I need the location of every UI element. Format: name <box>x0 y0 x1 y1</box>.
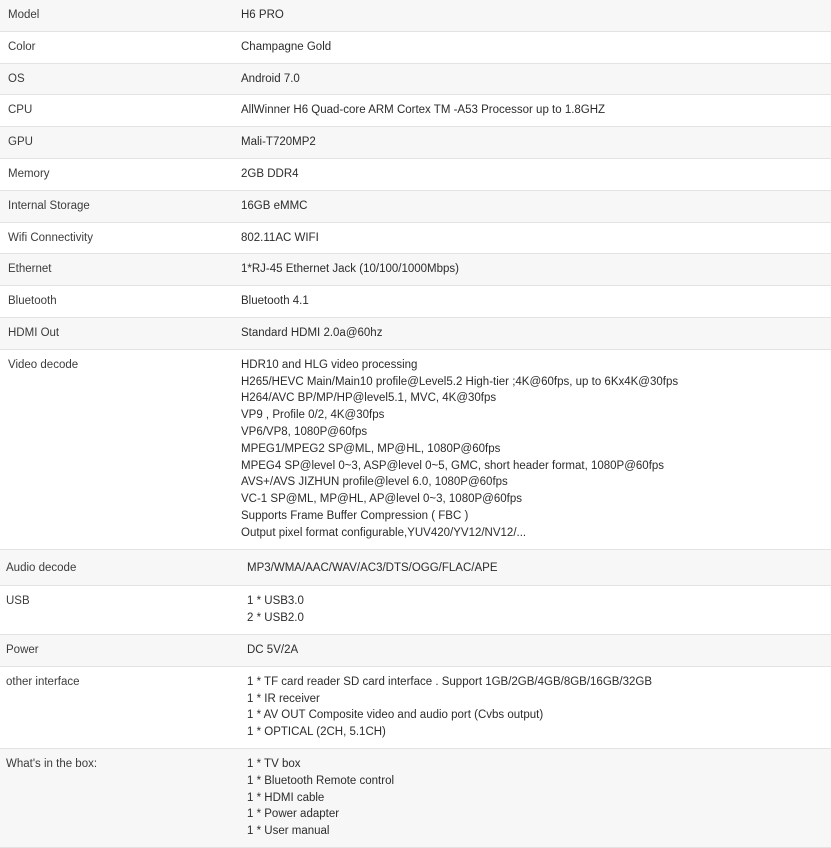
spec-value-line: 1 * OPTICAL (2CH, 5.1CH) <box>247 726 386 739</box>
spec-row-what-s-in-the-box <box>0 748 831 847</box>
spec-label: Wifi Connectivity <box>0 222 241 254</box>
spec-value <box>241 63 831 95</box>
spec-value-line: MP3/WMA/AAC/WAV/AC3/DTS/OGG/FLAC/APE <box>247 561 498 574</box>
spec-value-line: 16GB eMMC <box>241 199 308 212</box>
spec-label: HDMI Out <box>0 317 241 349</box>
spec-row-audio-decode <box>0 549 831 586</box>
spec-value-line: 1 * Bluetooth Remote control <box>247 774 395 787</box>
spec-value-line: 1 * TF card reader SD card interface . Support 1GB/2GB/4GB/8GB/16GB/32GB <box>247 675 653 688</box>
spec-row-gpu <box>0 127 831 159</box>
spec-value <box>241 349 831 549</box>
spec-value-line: H264/AVC BP/MP/HP@level5.1, MVC, 4K@30fps <box>241 392 497 405</box>
spec-row-bluetooth <box>0 286 831 318</box>
spec-value-line: VC-1 SP@ML, MP@HL, AP@level 0~3, 1080P@60fps <box>241 493 522 506</box>
spec-value-line: Android 7.0 <box>241 72 300 85</box>
spec-value-line: AllWinner H6 Quad-core ARM Cortex TM -A53 Processor up to 1.8GHZ <box>241 104 606 117</box>
spec-row-os <box>0 63 831 95</box>
spec-value-line: 1 * HDMI cable <box>247 791 325 804</box>
spec-row-video-decode <box>0 349 831 549</box>
spec-label: Model <box>0 0 241 31</box>
spec-value <box>241 158 831 190</box>
spec-value-line: Standard HDMI 2.0a@60hz <box>241 326 383 339</box>
spec-value-line: 2GB DDR4 <box>241 167 299 180</box>
spec-label: Audio decode <box>0 549 241 586</box>
spec-row-model <box>0 0 831 31</box>
spec-row-ethernet <box>0 254 831 286</box>
spec-label: What's in the box: <box>0 748 241 847</box>
spec-value-line: 1 * USB3.0 <box>247 595 304 608</box>
spec-label: GPU <box>0 127 241 159</box>
spec-value-line: DC 5V/2A <box>247 643 299 656</box>
spec-row-cpu <box>0 95 831 127</box>
spec-value-line: 1 * TV box <box>247 757 301 770</box>
spec-value <box>241 31 831 63</box>
spec-label: Power <box>0 634 241 666</box>
spec-table-bottom <box>0 549 831 847</box>
spec-value-line: H6 PRO <box>241 9 284 21</box>
spec-row-memory <box>0 158 831 190</box>
spec-value <box>241 190 831 222</box>
spec-value <box>241 586 831 635</box>
spec-value-line: Supports Frame Buffer Compression ( FBC ) <box>241 509 469 522</box>
spec-value-line: MPEG4 SP@level 0~3, ASP@level 0~5, GMC, short header format, 1080P@60fps <box>241 459 665 472</box>
spec-row-power <box>0 634 831 666</box>
spec-value <box>241 634 831 666</box>
spec-row-color <box>0 31 831 63</box>
spec-value <box>241 95 831 127</box>
spec-value-line: 1 * AV OUT Composite video and audio port (Cvbs output) <box>247 709 544 722</box>
spec-label: Memory <box>0 158 241 190</box>
spec-row-other-interface <box>0 666 831 748</box>
spec-value-line: Champagne Gold <box>241 40 332 53</box>
spec-value-line: 1 * User manual <box>247 825 330 838</box>
spec-value-line: 1 * Power adapter <box>247 808 340 821</box>
spec-value-line: AVS+/AVS JIZHUN profile@level 6.0, 1080P@60fps <box>241 476 508 489</box>
spec-value <box>241 222 831 254</box>
spec-value <box>241 127 831 159</box>
spec-value <box>241 748 831 847</box>
spec-label: OS <box>0 63 241 95</box>
spec-value-line: VP6/VP8, 1080P@60fps <box>241 425 368 438</box>
spec-value <box>241 286 831 318</box>
spec-value-line: 2 * USB2.0 <box>247 612 304 625</box>
spec-value <box>241 317 831 349</box>
spec-label: other interface <box>0 666 241 748</box>
spec-value-line: Bluetooth 4.1 <box>241 295 309 308</box>
spec-value-line: H265/HEVC Main/Main10 profile@Level5.2 High-tier ;4K@60fps, up to 6Kx4K@30fps <box>241 375 679 388</box>
spec-value-line: Mali-T720MP2 <box>241 136 316 149</box>
spec-row-usb <box>0 586 831 635</box>
spec-label: Video decode <box>0 349 241 549</box>
spec-value <box>241 666 831 748</box>
spec-value-line: MPEG1/MPEG2 SP@ML, MP@HL, 1080P@60fps <box>241 442 501 455</box>
spec-label: Color <box>0 31 241 63</box>
spec-value <box>241 0 831 31</box>
spec-label: CPU <box>0 95 241 127</box>
spec-row-hdmi-out <box>0 317 831 349</box>
spec-value-line: HDR10 and HLG video processing <box>241 358 418 371</box>
spec-label: Ethernet <box>0 254 241 286</box>
spec-value-line: 1 * IR receiver <box>247 692 320 705</box>
spec-value-line: Output pixel format configurable,YUV420/YV12/NV12/... <box>241 526 527 539</box>
spec-value-line: 1*RJ-45 Ethernet Jack (10/100/1000Mbps) <box>241 263 459 276</box>
spec-label: USB <box>0 586 241 635</box>
spec-row-internal-storage <box>0 190 831 222</box>
spec-value-line: VP9 , Profile 0/2, 4K@30fps <box>241 409 385 422</box>
spec-label: Internal Storage <box>0 190 241 222</box>
spec-value <box>241 549 831 586</box>
spec-row-wifi-connectivity <box>0 222 831 254</box>
spec-label: Bluetooth <box>0 286 241 318</box>
spec-value <box>241 254 831 286</box>
spec-value-line: 802.11AC WIFI <box>241 231 319 244</box>
